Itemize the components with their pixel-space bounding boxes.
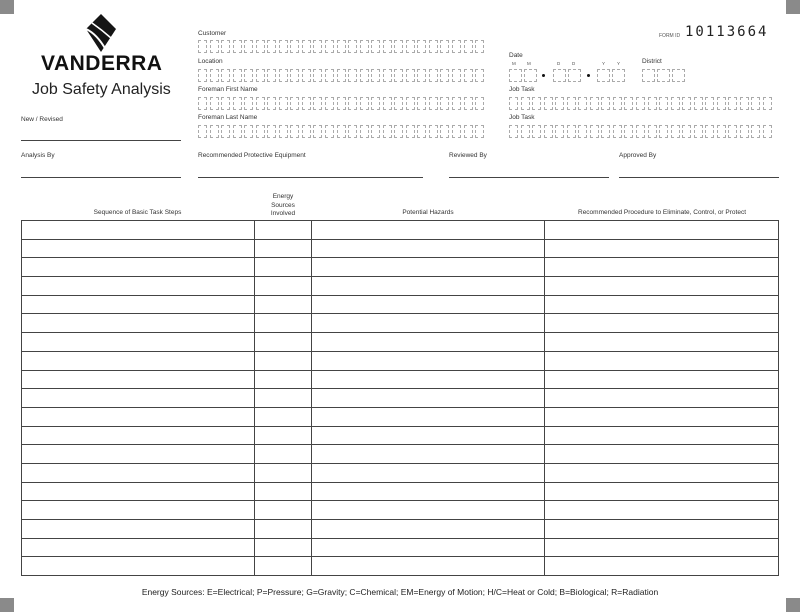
char-box[interactable] xyxy=(290,97,299,110)
char-box[interactable] xyxy=(198,97,207,110)
char-box[interactable] xyxy=(509,97,518,110)
char-box[interactable] xyxy=(429,97,438,110)
date-day-boxes[interactable] xyxy=(553,69,584,82)
table-cell[interactable] xyxy=(545,538,779,557)
table-row xyxy=(22,557,779,576)
char-box[interactable] xyxy=(313,40,322,53)
char-box[interactable] xyxy=(256,40,265,53)
table-cell[interactable] xyxy=(545,333,779,352)
char-box[interactable] xyxy=(578,97,587,110)
char-box[interactable] xyxy=(244,97,253,110)
table-cell[interactable] xyxy=(545,258,779,277)
table-cell[interactable] xyxy=(22,370,255,389)
reviewed-by-line[interactable] xyxy=(449,177,609,178)
char-box[interactable] xyxy=(417,97,426,110)
customer-label: Customer xyxy=(198,30,227,37)
char-box[interactable] xyxy=(613,97,622,110)
char-box[interactable] xyxy=(740,125,749,138)
table-cell[interactable] xyxy=(545,501,779,520)
table-cell[interactable] xyxy=(254,482,311,501)
char-box[interactable] xyxy=(290,125,299,138)
char-box[interactable] xyxy=(256,69,265,82)
char-box[interactable] xyxy=(659,125,668,138)
table-cell[interactable] xyxy=(254,426,311,445)
table-cell[interactable] xyxy=(545,445,779,464)
table-cell[interactable] xyxy=(254,463,311,482)
table-cell[interactable] xyxy=(254,239,311,258)
district-input-boxes[interactable] xyxy=(642,69,688,82)
char-box[interactable] xyxy=(464,69,473,82)
char-box[interactable] xyxy=(417,69,426,82)
approved-by-label: Approved By xyxy=(619,152,657,159)
table-row xyxy=(22,239,779,258)
table-row xyxy=(22,445,779,464)
char-box[interactable] xyxy=(233,40,242,53)
char-box[interactable] xyxy=(302,40,311,53)
char-box[interactable] xyxy=(394,125,403,138)
analysis-by-line[interactable] xyxy=(21,177,181,178)
table-cell[interactable] xyxy=(311,407,545,426)
char-box[interactable] xyxy=(694,125,703,138)
table-cell[interactable] xyxy=(545,407,779,426)
table-row xyxy=(22,501,779,520)
table-cell[interactable] xyxy=(254,407,311,426)
table-cell[interactable] xyxy=(545,520,779,539)
char-box[interactable] xyxy=(532,97,541,110)
char-box[interactable] xyxy=(348,69,357,82)
column-header-task-steps: Sequence of Basic Task Steps xyxy=(93,209,182,216)
char-box[interactable] xyxy=(325,125,334,138)
table-cell[interactable] xyxy=(311,277,545,296)
char-box[interactable] xyxy=(210,40,219,53)
table-cell[interactable] xyxy=(545,239,779,258)
table-row xyxy=(22,277,779,296)
table-cell[interactable] xyxy=(22,501,255,520)
table-row xyxy=(22,482,779,501)
registration-mark-top-right xyxy=(786,0,800,14)
table-cell[interactable] xyxy=(22,351,255,370)
table-row xyxy=(22,221,779,240)
char-box[interactable] xyxy=(475,125,484,138)
table-cell[interactable] xyxy=(311,501,545,520)
reviewed-by-label: Reviewed By xyxy=(449,152,487,159)
table-row xyxy=(22,258,779,277)
char-box[interactable] xyxy=(221,69,230,82)
table-cell[interactable] xyxy=(22,221,255,240)
protective-equipment-line[interactable] xyxy=(198,177,423,178)
date-year-boxes[interactable] xyxy=(597,69,628,82)
table-cell[interactable] xyxy=(22,520,255,539)
table-cell[interactable] xyxy=(545,482,779,501)
char-box[interactable] xyxy=(440,125,449,138)
date-sublabel-m1: M xyxy=(512,61,516,66)
table-cell[interactable] xyxy=(254,520,311,539)
char-box[interactable] xyxy=(210,97,219,110)
table-cell[interactable] xyxy=(545,351,779,370)
char-box[interactable] xyxy=(452,97,461,110)
table-cell[interactable] xyxy=(311,239,545,258)
table-row xyxy=(22,463,779,482)
form-id-label: FORM ID xyxy=(659,33,681,39)
table-cell[interactable] xyxy=(22,239,255,258)
table-row xyxy=(22,520,779,539)
char-box[interactable] xyxy=(406,40,415,53)
foreman-last-name-input-boxes[interactable] xyxy=(198,125,487,138)
table-cell[interactable] xyxy=(311,482,545,501)
table-cell[interactable] xyxy=(22,538,255,557)
foreman-first-name-input-boxes[interactable] xyxy=(198,97,487,110)
char-box[interactable] xyxy=(337,97,346,110)
char-box[interactable] xyxy=(440,40,449,53)
char-box[interactable] xyxy=(406,69,415,82)
char-box[interactable] xyxy=(624,125,633,138)
table-cell[interactable] xyxy=(22,557,255,576)
char-box[interactable] xyxy=(198,40,207,53)
location-label: Location xyxy=(198,58,223,65)
char-box[interactable] xyxy=(728,97,737,110)
table-cell[interactable] xyxy=(311,333,545,352)
char-box[interactable] xyxy=(210,125,219,138)
char-box[interactable] xyxy=(325,69,334,82)
char-box[interactable] xyxy=(671,125,680,138)
char-box[interactable] xyxy=(371,97,380,110)
char-box[interactable] xyxy=(544,125,553,138)
char-box[interactable] xyxy=(383,40,392,53)
analysis-by-label: Analysis By xyxy=(21,152,55,159)
char-box[interactable] xyxy=(590,97,599,110)
table-cell[interactable] xyxy=(254,389,311,408)
char-box[interactable] xyxy=(636,125,645,138)
char-box[interactable] xyxy=(555,125,564,138)
table-cell[interactable] xyxy=(254,557,311,576)
char-box[interactable] xyxy=(452,69,461,82)
char-box[interactable] xyxy=(337,69,346,82)
char-box[interactable] xyxy=(671,97,680,110)
char-box[interactable] xyxy=(290,69,299,82)
district-label: District xyxy=(642,58,662,65)
char-box[interactable] xyxy=(244,40,253,53)
char-box[interactable] xyxy=(337,40,346,53)
job-task-label-1: Job Task xyxy=(509,86,535,93)
table-cell[interactable] xyxy=(22,258,255,277)
date-sublabel-d2: D xyxy=(572,61,576,66)
char-box[interactable] xyxy=(325,40,334,53)
table-cell[interactable] xyxy=(545,557,779,576)
table-cell[interactable] xyxy=(311,520,545,539)
char-box[interactable] xyxy=(302,125,311,138)
char-box[interactable] xyxy=(590,125,599,138)
char-box[interactable] xyxy=(717,125,726,138)
table-cell[interactable] xyxy=(254,277,311,296)
table-cell[interactable] xyxy=(254,351,311,370)
char-box[interactable] xyxy=(233,125,242,138)
char-box[interactable] xyxy=(440,97,449,110)
form-title: Job Safety Analysis xyxy=(32,81,171,98)
table-row xyxy=(22,295,779,314)
table-cell[interactable] xyxy=(545,277,779,296)
table-cell[interactable] xyxy=(311,351,545,370)
char-box[interactable] xyxy=(267,69,276,82)
table-row xyxy=(22,333,779,352)
registration-mark-top-left xyxy=(0,0,14,14)
char-box[interactable] xyxy=(717,97,726,110)
char-box[interactable] xyxy=(279,97,288,110)
char-box[interactable] xyxy=(360,40,369,53)
char-box[interactable] xyxy=(233,69,242,82)
table-cell[interactable] xyxy=(545,426,779,445)
char-box[interactable] xyxy=(417,125,426,138)
char-box[interactable] xyxy=(256,97,265,110)
char-box[interactable] xyxy=(360,125,369,138)
char-box[interactable] xyxy=(521,125,530,138)
table-cell[interactable] xyxy=(545,295,779,314)
char-box[interactable] xyxy=(613,125,622,138)
char-box[interactable] xyxy=(290,40,299,53)
char-box[interactable] xyxy=(267,40,276,53)
char-box[interactable] xyxy=(452,125,461,138)
char-box[interactable] xyxy=(394,69,403,82)
char-box[interactable] xyxy=(601,97,610,110)
char-box[interactable] xyxy=(383,69,392,82)
char-box[interactable] xyxy=(544,97,553,110)
char-box[interactable] xyxy=(694,97,703,110)
job-task-input-boxes-1[interactable] xyxy=(509,97,775,110)
char-box[interactable] xyxy=(233,97,242,110)
table-cell[interactable] xyxy=(254,314,311,333)
table-cell[interactable] xyxy=(311,426,545,445)
brand-name: VANDERRA xyxy=(41,52,163,75)
char-box[interactable] xyxy=(348,125,357,138)
table-cell[interactable] xyxy=(545,370,779,389)
char-box[interactable] xyxy=(244,69,253,82)
table-cell[interactable] xyxy=(545,221,779,240)
char-box[interactable] xyxy=(302,69,311,82)
table-cell[interactable] xyxy=(254,258,311,277)
table-cell[interactable] xyxy=(22,314,255,333)
char-box[interactable] xyxy=(464,125,473,138)
table-cell[interactable] xyxy=(311,463,545,482)
date-label: Date xyxy=(509,52,523,59)
char-box[interactable] xyxy=(371,69,380,82)
char-box[interactable] xyxy=(383,125,392,138)
column-header-recommended-procedure: Recommended Procedure to Eliminate, Control, or Protect xyxy=(578,209,746,216)
table-cell[interactable] xyxy=(311,445,545,464)
table-cell[interactable] xyxy=(311,538,545,557)
table-cell[interactable] xyxy=(22,407,255,426)
table-cell[interactable] xyxy=(311,314,545,333)
date-separator-2 xyxy=(587,74,590,77)
char-box[interactable] xyxy=(751,97,760,110)
new-revised-label: New / Revised xyxy=(21,116,63,123)
char-box[interactable] xyxy=(521,97,530,110)
char-box[interactable] xyxy=(659,97,668,110)
char-box[interactable] xyxy=(740,97,749,110)
foreman-first-name-label: Foreman First Name xyxy=(198,86,258,93)
char-box[interactable] xyxy=(509,125,518,138)
column-header-potential-hazards: Potential Hazards xyxy=(402,209,454,216)
table-cell[interactable] xyxy=(254,445,311,464)
approved-by-line[interactable] xyxy=(619,177,779,178)
registration-mark-bottom-right xyxy=(786,598,800,612)
char-box[interactable] xyxy=(279,69,288,82)
table-cell[interactable] xyxy=(22,389,255,408)
table-cell[interactable] xyxy=(311,389,545,408)
date-sublabel-y1: Y xyxy=(602,61,606,66)
char-box[interactable] xyxy=(567,125,576,138)
jsa-table xyxy=(21,220,779,576)
char-box[interactable] xyxy=(475,40,484,53)
char-box[interactable] xyxy=(371,40,380,53)
char-box[interactable] xyxy=(383,97,392,110)
char-box[interactable] xyxy=(279,40,288,53)
table-cell[interactable] xyxy=(311,557,545,576)
char-box[interactable] xyxy=(279,125,288,138)
table-row xyxy=(22,351,779,370)
char-box[interactable] xyxy=(325,97,334,110)
char-box[interactable] xyxy=(267,97,276,110)
table-row xyxy=(22,370,779,389)
table-cell[interactable] xyxy=(545,314,779,333)
char-box[interactable] xyxy=(221,125,230,138)
char-box[interactable] xyxy=(624,97,633,110)
table-cell[interactable] xyxy=(254,221,311,240)
job-task-label-2: Job Task xyxy=(509,114,535,121)
table-cell[interactable] xyxy=(545,389,779,408)
form-id-value: 10113664 xyxy=(685,24,769,40)
char-box[interactable] xyxy=(210,69,219,82)
table-cell[interactable] xyxy=(311,295,545,314)
char-box[interactable] xyxy=(555,97,564,110)
char-box[interactable] xyxy=(452,40,461,53)
char-box[interactable] xyxy=(313,125,322,138)
table-cell[interactable] xyxy=(22,277,255,296)
char-box[interactable] xyxy=(302,97,311,110)
registration-mark-bottom-left xyxy=(0,598,14,612)
table-cell[interactable] xyxy=(22,426,255,445)
char-box[interactable] xyxy=(567,97,576,110)
char-box[interactable] xyxy=(360,97,369,110)
char-box[interactable] xyxy=(406,125,415,138)
protective-equipment-label: Recommended Protective Equipment xyxy=(198,152,306,159)
table-cell[interactable] xyxy=(22,482,255,501)
table-row xyxy=(22,314,779,333)
char-box[interactable] xyxy=(636,97,645,110)
char-box[interactable] xyxy=(532,125,541,138)
job-task-input-boxes-2[interactable] xyxy=(509,125,775,138)
char-box[interactable] xyxy=(417,40,426,53)
char-box[interactable] xyxy=(360,69,369,82)
table-cell[interactable] xyxy=(311,221,545,240)
table-cell[interactable] xyxy=(311,258,545,277)
table-cell[interactable] xyxy=(22,333,255,352)
char-box[interactable] xyxy=(429,69,438,82)
char-box[interactable] xyxy=(313,69,322,82)
char-box[interactable] xyxy=(475,69,484,82)
table-cell[interactable] xyxy=(22,295,255,314)
foreman-last-name-label: Foreman Last Name xyxy=(198,114,258,121)
column-header-energy-sources: Energy Sources Involved xyxy=(270,193,296,217)
char-box[interactable] xyxy=(267,125,276,138)
new-revised-line[interactable] xyxy=(21,140,181,141)
date-sublabel-m2: M xyxy=(527,61,531,66)
char-box[interactable] xyxy=(601,125,610,138)
date-month-boxes[interactable] xyxy=(509,69,540,82)
date-separator-1 xyxy=(542,74,545,77)
table-row xyxy=(22,426,779,445)
char-box[interactable] xyxy=(475,97,484,110)
char-box[interactable] xyxy=(221,40,230,53)
char-box[interactable] xyxy=(464,40,473,53)
date-sublabel-y2: Y xyxy=(617,61,621,66)
char-box[interactable] xyxy=(348,97,357,110)
table-cell[interactable] xyxy=(254,501,311,520)
char-box[interactable] xyxy=(371,125,380,138)
table-cell[interactable] xyxy=(254,370,311,389)
table-row xyxy=(22,407,779,426)
char-box[interactable] xyxy=(440,69,449,82)
char-box[interactable] xyxy=(682,97,691,110)
char-box[interactable] xyxy=(244,125,253,138)
char-box[interactable] xyxy=(578,125,587,138)
table-row xyxy=(22,389,779,408)
char-box[interactable] xyxy=(429,125,438,138)
char-box[interactable] xyxy=(406,97,415,110)
customer-input-boxes[interactable] xyxy=(198,40,487,53)
char-box[interactable] xyxy=(394,97,403,110)
char-box[interactable] xyxy=(682,125,691,138)
char-box[interactable] xyxy=(763,125,772,138)
char-box[interactable] xyxy=(464,97,473,110)
energy-sources-legend: Energy Sources: E=Electrical; P=Pressure; G=Gravity; C=Chemical; EM=Energy of Motion; H/C=Heat or Cold; B=Biological; R=Radiation xyxy=(141,587,659,597)
table-cell[interactable] xyxy=(22,463,255,482)
table-cell[interactable] xyxy=(254,538,311,557)
char-box[interactable] xyxy=(763,97,772,110)
table-cell[interactable] xyxy=(545,463,779,482)
char-box[interactable] xyxy=(256,125,265,138)
table-cell[interactable] xyxy=(22,445,255,464)
char-box[interactable] xyxy=(337,125,346,138)
table-row xyxy=(22,538,779,557)
char-box[interactable] xyxy=(198,125,207,138)
table-cell[interactable] xyxy=(254,295,311,314)
vanderra-logo-icon xyxy=(80,14,122,52)
char-box[interactable] xyxy=(705,97,714,110)
date-sublabel-d1: D xyxy=(557,61,561,66)
char-box[interactable] xyxy=(728,125,737,138)
char-box[interactable] xyxy=(429,40,438,53)
char-box[interactable] xyxy=(348,40,357,53)
char-box[interactable] xyxy=(648,125,657,138)
char-box[interactable] xyxy=(394,40,403,53)
char-box[interactable] xyxy=(313,97,322,110)
char-box[interactable] xyxy=(705,125,714,138)
table-cell[interactable] xyxy=(254,333,311,352)
char-box[interactable] xyxy=(751,125,760,138)
char-box[interactable] xyxy=(648,97,657,110)
table-cell[interactable] xyxy=(311,370,545,389)
char-box[interactable] xyxy=(221,97,230,110)
location-input-boxes[interactable] xyxy=(198,69,487,82)
char-box[interactable] xyxy=(198,69,207,82)
